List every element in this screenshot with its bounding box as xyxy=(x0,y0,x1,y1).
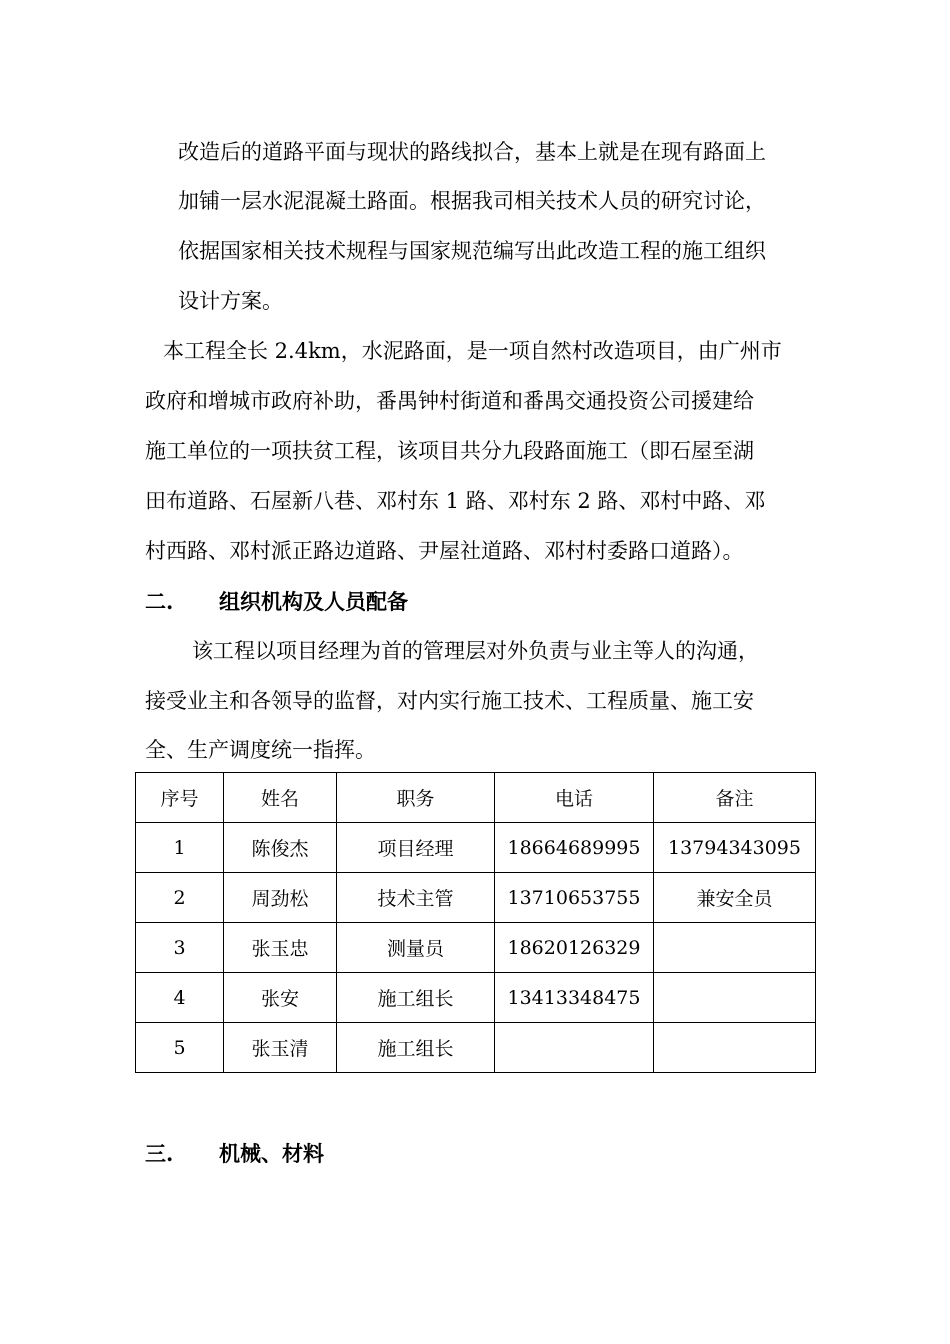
table-cell: 测量员 xyxy=(337,923,495,973)
table-cell: 18620126329 xyxy=(495,923,654,973)
table-cell: 18664689995 xyxy=(495,823,654,873)
section-2-number: 二. xyxy=(145,589,174,614)
table-cell: 1 xyxy=(136,823,224,873)
project-line-2: 政府和增城市政府补助，番禺钟村街道和番禺交通投资公司援建给 xyxy=(145,389,754,413)
project-line-1: 本工程全长 2.4km，水泥路面，是一项自然村改造项目，由广州市 xyxy=(163,339,782,363)
section-3-title: 机械、材料 xyxy=(219,1141,324,1166)
section-3-heading xyxy=(145,1140,324,1168)
header-cell-phone: 电话 xyxy=(495,773,654,823)
table-row xyxy=(136,823,816,873)
table-cell: 5 xyxy=(136,1023,224,1073)
table-cell xyxy=(654,1023,816,1073)
intro-line-1: 改造后的道路平面与现状的路线拟合，基本上就是在现有路面上 xyxy=(178,140,766,164)
intro-line-3: 依据国家相关技术规程与国家规范编写出此改造工程的施工组织 xyxy=(178,239,766,263)
table-cell: 陈俊杰 xyxy=(224,823,337,873)
table-cell: 2 xyxy=(136,873,224,923)
project-line-4: 田布道路、石屋新八巷、邓村东 1 路、邓村东 2 路、邓村中路、邓 xyxy=(145,489,766,513)
table-header-row xyxy=(136,773,816,823)
header-cell-note: 备注 xyxy=(654,773,816,823)
table-cell: 3 xyxy=(136,923,224,973)
table-cell xyxy=(654,923,816,973)
table-cell: 4 xyxy=(136,973,224,1023)
intro-line-2: 加铺一层水泥混凝土路面。根据我司相关技术人员的研究讨论， xyxy=(178,189,766,213)
table-cell xyxy=(654,973,816,1023)
table-cell: 张安 xyxy=(224,973,337,1023)
table-row xyxy=(136,973,816,1023)
table-row xyxy=(136,1023,816,1073)
section-2-title: 组织机构及人员配备 xyxy=(219,589,408,614)
section-2-heading xyxy=(145,588,408,616)
section-2-line-2: 接受业主和各领导的监督，对内实行施工技术、工程质量、施工安 xyxy=(145,689,754,713)
table-cell: 施工组长 xyxy=(337,1023,495,1073)
project-line-5: 村西路、邓村派正路边道路、尹屋社道路、邓村村委路口道路）。 xyxy=(145,539,744,563)
table-cell xyxy=(495,1023,654,1073)
section-2-line-1: 该工程以项目经理为首的管理层对外负责与业主等人的沟通， xyxy=(192,639,759,663)
section-2-line-3: 全、生产调度统一指挥。 xyxy=(145,738,376,762)
table-row xyxy=(136,873,816,923)
staff-table xyxy=(135,772,816,1073)
table-cell: 周劲松 xyxy=(224,873,337,923)
table-cell: 兼安全员 xyxy=(654,873,816,923)
header-cell-role: 职务 xyxy=(337,773,495,823)
table-cell: 张玉清 xyxy=(224,1023,337,1073)
intro-line-4: 设计方案。 xyxy=(178,289,283,313)
table-row xyxy=(136,923,816,973)
table-cell: 张玉忠 xyxy=(224,923,337,973)
header-cell-index: 序号 xyxy=(136,773,224,823)
table-cell: 13710653755 xyxy=(495,873,654,923)
table-cell: 13794343095 xyxy=(654,823,816,873)
header-cell-name: 姓名 xyxy=(224,773,337,823)
section-3-number: 三. xyxy=(145,1141,174,1166)
table-cell: 施工组长 xyxy=(337,973,495,1023)
table-cell: 项目经理 xyxy=(337,823,495,873)
project-line-3: 施工单位的一项扶贫工程，该项目共分九段路面施工（即石屋至湖 xyxy=(145,439,754,463)
table-cell: 技术主管 xyxy=(337,873,495,923)
table-cell: 13413348475 xyxy=(495,973,654,1023)
